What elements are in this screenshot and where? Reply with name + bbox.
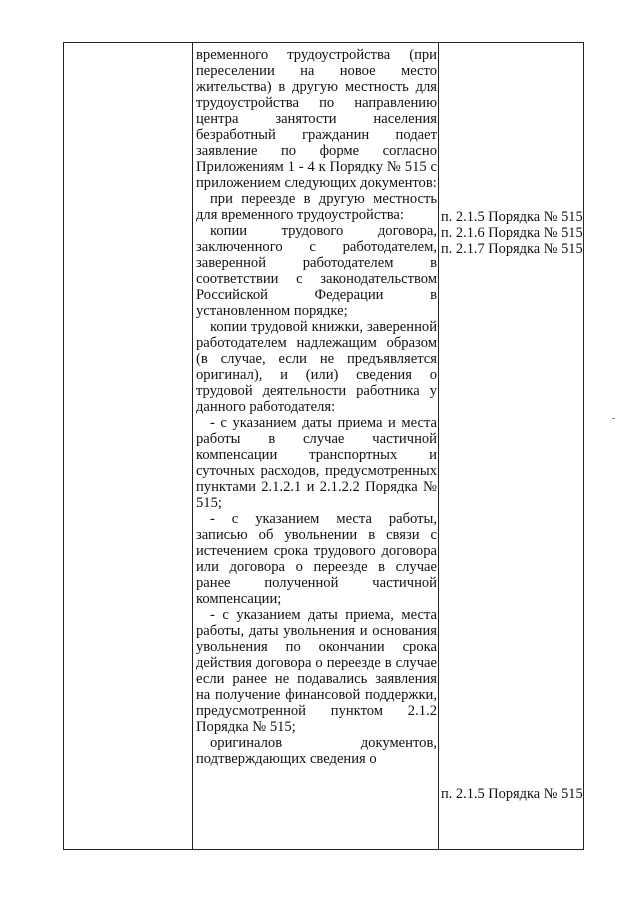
scan-mark: [612, 418, 615, 419]
paragraph: копии трудового договора, заключенного с работодателем, заверенной работодателем в соответствии с законодательством Российской Федерации в установленном порядке;: [196, 223, 437, 319]
reference-item: п. 2.1.7 Порядка № 515: [441, 241, 583, 257]
document-table: [63, 42, 584, 850]
reference-item: п. 2.1.6 Порядка № 515: [441, 225, 583, 241]
paragraph: - с указанием места работы, записью об увольнении в связи с истечением срока трудового договора или договора о переезде в случае ранее полученной частичной компенсации;: [196, 511, 437, 607]
description-text: [193, 43, 438, 767]
paragraph: оригиналов документов, подтверждающих сведения о: [196, 735, 437, 767]
table-cell-description: [193, 43, 439, 850]
table-cell-references: [439, 43, 584, 850]
reference-item: п. 2.1.5 Порядка № 515: [441, 786, 583, 802]
references-column: [439, 209, 583, 802]
references-group-bottom: [441, 786, 583, 802]
reference-item: п. 2.1.5 Порядка № 515: [441, 209, 583, 225]
table-cell-empty: [64, 43, 193, 850]
table-row: [64, 43, 584, 850]
paragraph: временного трудоустройства (при переселении на новое место жительства) в другую местность для трудоустройства по направлению центра занятости населения безработный гражданин подает заявление по форме согласно Приложениям 1 - 4 к Порядку № 515 с приложением следующих документов:: [196, 47, 437, 191]
paragraph: при переезде в другую местность для временного трудоустройства:: [196, 191, 437, 223]
paragraph: копии трудовой книжки, заверенной работодателем надлежащим образом (в случае, если не предъявляется оригинал), и (или) сведения о трудовой деятельности работника у данного работодателя:: [196, 319, 437, 415]
references-group-top: [441, 209, 583, 257]
paragraph: - с указанием даты приема, места работы, даты увольнения и основания увольнения по окончании срока действия договора о переезде в случае если ранее не подавались заявления на получение финансовой поддержки, предусмотренной пунктом 2.1.2 Порядка № 515;: [196, 607, 437, 735]
paragraph: - с указанием даты приема и места работы в случае частичной компенсации транспортных и суточных расходов, предусмотренных пунктами 2.1.2.1 и 2.1.2.2 Порядка № 515;: [196, 415, 437, 511]
